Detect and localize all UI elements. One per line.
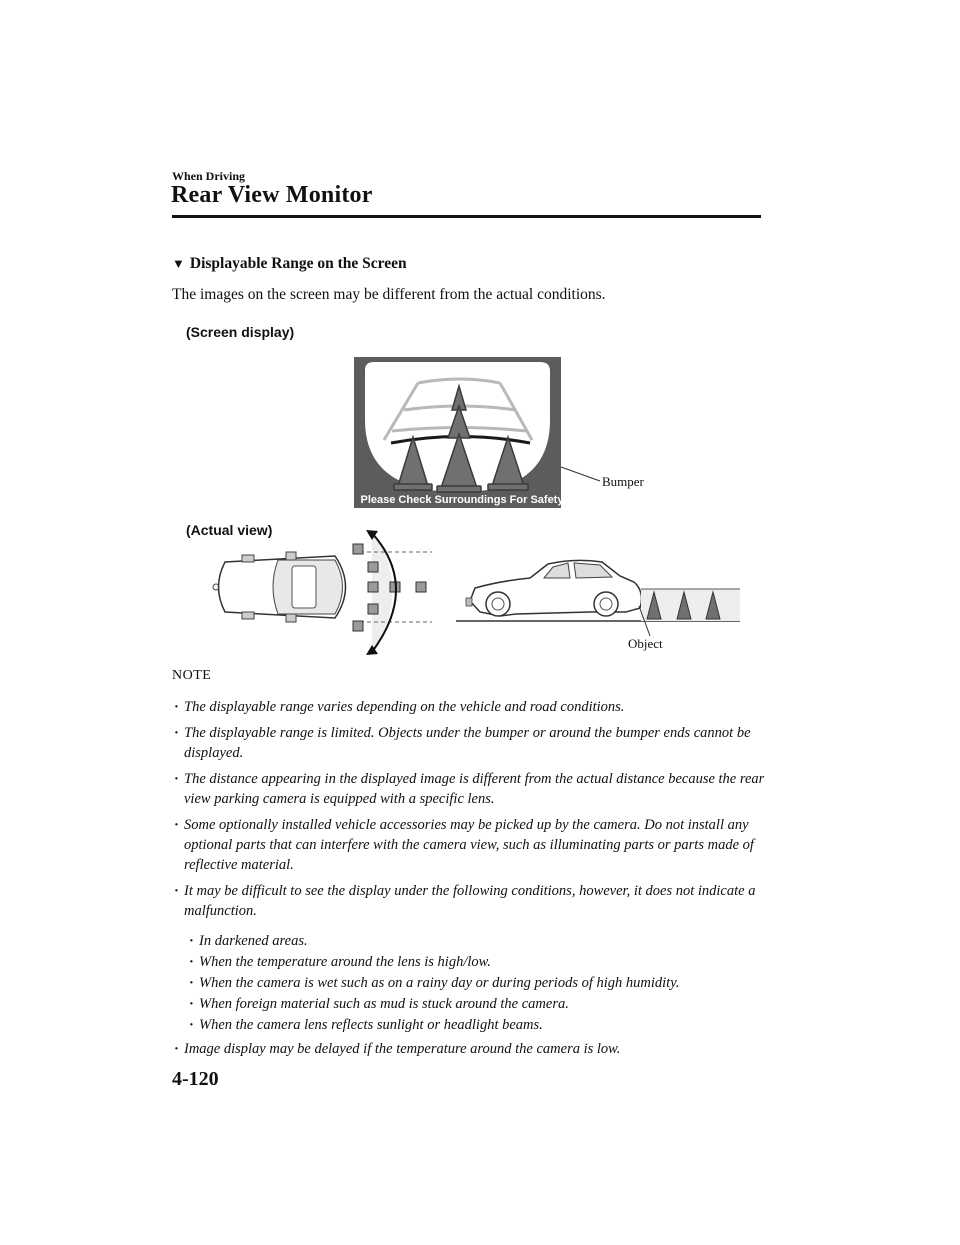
top-view-objects [353,544,426,631]
note-heading: NOTE [172,668,212,683]
note-item: · Image display may be delayed if the temperature around the camera is low. [172,1039,772,1059]
bumper-callout: Bumper [602,474,644,489]
note-item: · It may be difficult to see the display under the following conditions, however, it does not indicate a malfunction. [172,881,772,921]
note-sub-item: · When the camera is wet such as on a rainy day or during periods of high humidity. [187,973,772,993]
subheading-text: Displayable Range on the Screen [189,255,407,272]
intro-text: The images on the screen may be different from the actual conditions. [172,286,606,303]
page-number: 4-120 [172,1068,219,1090]
actual-view-label: (Actual view) [186,522,273,538]
note-sub-item: · When the temperature around the lens is high/low. [187,952,772,972]
note-item: · The displayable range is limited. Objects under the bumper or around the bumper ends cannot be displayed. [172,723,772,763]
screen-display-label: (Screen display) [186,324,295,340]
bumper-leader-line [561,467,600,481]
note-sub-item: · When foreign material such as mud is stuck around the camera. [187,994,772,1014]
note-list [172,697,772,1065]
object-callout: Object [628,636,663,651]
note-item: · Some optionally installed vehicle accessories may be picked up by the camera. Do not install any optional parts that can interfere with the camera view, such as illuminating parts or parts made of reflective material. [172,815,772,875]
screen-banner-text: Please Check Surroundings For Safety [360,494,564,506]
screen-display-image [354,357,564,508]
page-title: Rear View Monitor [171,182,373,208]
down-triangle-icon: ▼ [172,256,185,271]
note-item: · The displayable range varies depending on the vehicle and road conditions. [172,697,772,717]
section-label: When Driving [172,169,246,183]
note-sub-item: · In darkened areas. [187,931,772,951]
note-item: · The distance appearing in the displayed image is different from the actual distance because the rear view parking camera is equipped with a specific lens. [172,769,772,809]
note-sub-item: · When the camera lens reflects sunlight or headlight beams. [187,1015,772,1035]
